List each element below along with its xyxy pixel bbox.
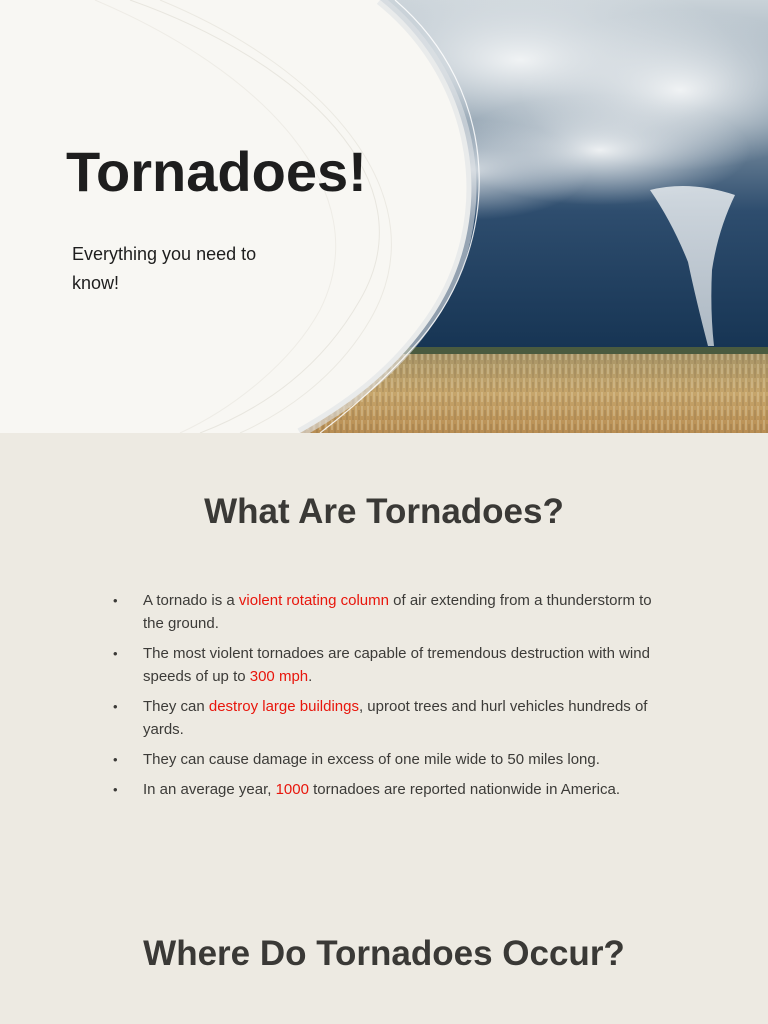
what-are-tornadoes-slide [0,433,768,853]
highlight-text: 1000 [275,781,309,798]
bullet-icon: • [113,752,118,767]
bullet-list [113,589,653,808]
title-slide [0,0,768,433]
bullet-item: • They can cause damage in excess of one mile wide to 50 miles long. [113,748,653,771]
slide-subtitle: Everything you need to know! [72,244,257,293]
bullet-item: • They can destroy large buildings, uproot trees and hurl vehicles hundreds of yards. [113,695,653,741]
highlight-text: 300 mph [249,668,309,685]
highlight-text: violent rotating column [238,592,389,609]
bullet-item: • The most violent tornadoes are capable of tremendous destruction with wind speeds of up to 300 mph. [113,642,653,688]
bullet-item: • A tornado is a violent rotating column of air extending from a thunderstorm to the ground. [113,589,653,635]
bullet-icon: • [113,699,118,714]
highlight-text: destroy large buildings [208,698,359,715]
bullet-icon: • [113,782,118,797]
section-heading: Where Do Tornadoes Occur? [143,934,625,973]
slide-title: Tornadoes! [66,140,367,203]
bullet-icon: • [113,593,118,608]
bullet-item: • In an average year, 1000 tornadoes are reported nationwide in America. [113,778,653,801]
bullet-icon: • [113,646,118,661]
where-do-tornadoes-occur-slide [0,853,768,1024]
tornado-photo [0,0,768,433]
section-heading: What Are Tornadoes? [204,492,564,531]
